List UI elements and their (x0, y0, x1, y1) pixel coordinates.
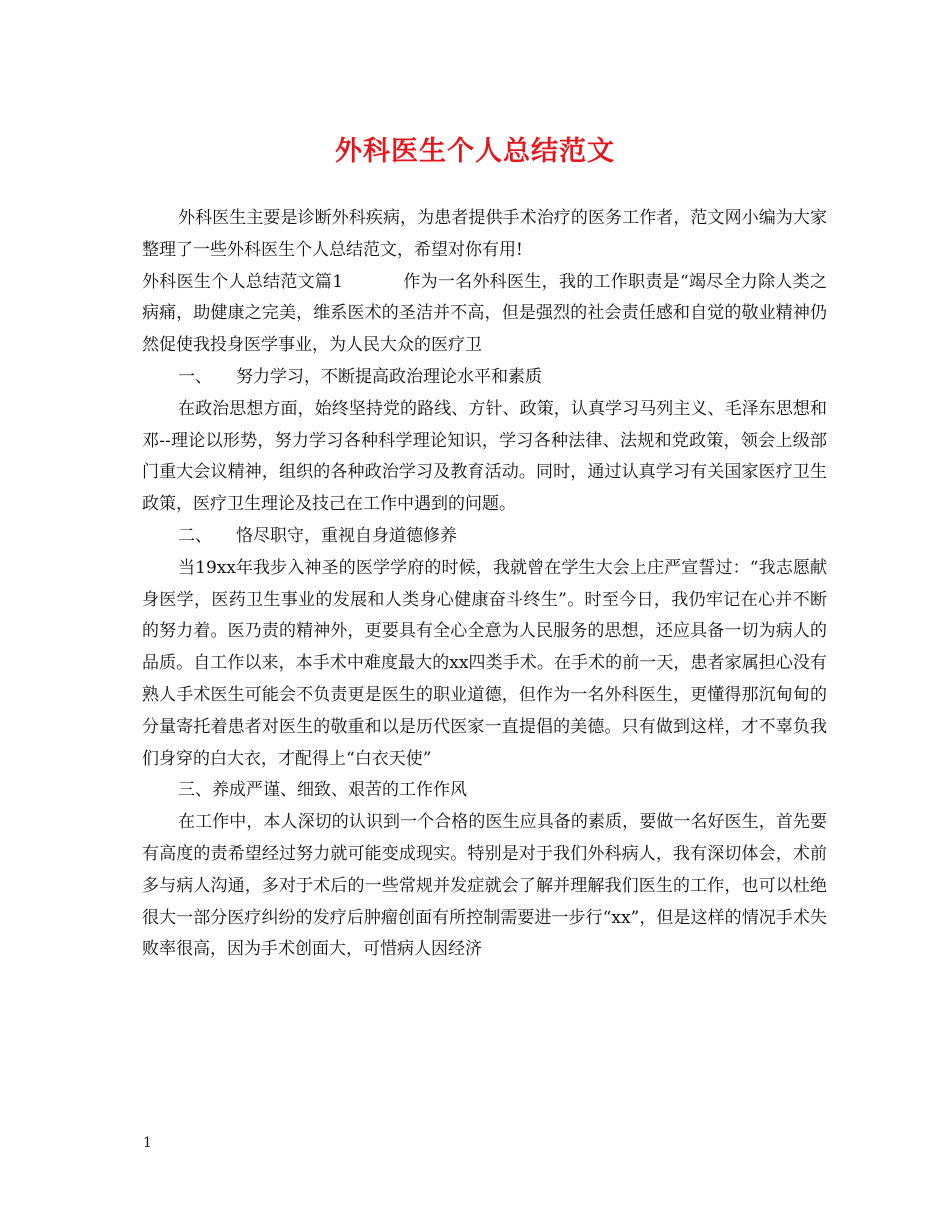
section-body-1: 在政治思想方面，始终坚持党的路线、方针、政策，认真学习马列主义、毛泽东思想和邓--理论以形势，努力学习各种科学理论知识，学习各种法律、法规和党政策，领会上级部门重大会议精神，组织的各种政治学习及教育活动。同时，通过认真学习有关国家医疗卫生政策，医疗卫生理论及技己在工作中遇到的问题。 (142, 398, 827, 515)
document-body (142, 203, 827, 966)
section-number-1: 一、 (178, 366, 212, 387)
section-heading-2 (142, 521, 827, 553)
section-heading-3: 三、养成严谨、细致、艰苦的工作作风 (178, 780, 467, 801)
section-heading-1 (142, 362, 827, 394)
section-heading-text-1: 努力学习，不断提高政治理论水平和素质 (236, 366, 542, 387)
section-heading-text-2: 恪尽职守，重视自身道德修养 (236, 525, 457, 546)
intro-paragraph: 外科医生主要是诊断外科疾病，为患者提供手术治疗的医务工作者，范文网小编为大家整理了一些外科医生个人总结范文，希望对你有用! (142, 208, 827, 260)
document-title: 外科医生个人总结范文 (335, 136, 615, 167)
article-label: 外科医生个人总结范文篇1 (142, 271, 344, 292)
section-number-2: 二、 (178, 525, 212, 546)
page-number: 1 (143, 1135, 152, 1151)
section-body-3: 在工作中，本人深切的认识到一个合格的医生应具备的素质，要做一名好医生，首先要有高度的责希望经过努力就可能变成现实。特别是对于我们外科病人，我有深切体会，术前多与病人沟通，多对于术后的一些常规并发症就会了解并理解我们医生的工作，也可以杜绝很大一部分医疗纠纷的发疗后肿瘤创面有所控制需要进一步行“xx”，但是这样的情况手术失败率很高，因为手术创面大，可惜病人因经济 (142, 812, 827, 960)
article-first-paragraph (142, 267, 827, 362)
section-body-2: 当19xx年我步入神圣的医学学府的时候，我就曾在学生大会上庄严宣誓过：“我志愿献身医学，医药卫生事业的发展和人类身心健康奋斗终生”。时至今日，我仍牢记在心并不断的努力着。医乃责的精神外，更要具有全心全意为人民服务的思想，还应具备一切为病人的品质。自工作以来，本手术中难度最大的xx四类手术。在手术的前一天，患者家属担心没有熟人手术医生可能会不负责更是医生的职业道德，但作为一名外科医生，更懂得那沉甸甸的分量寄托着患者对医生的敬重和以是历代医家一直提倡的美德。只有做到这样，才不辜负我们身穿的白大衣，才配得上“白衣天使” (142, 557, 827, 769)
article-opening-text: 作为一名外科医生，我的工作职责是“竭尽全力除人类之病痛，助健康之完美，维系医术的圣洁并不高，但是强烈的社会责任感和自觉的敬业精神仍然促使我投身医学事业，为人民大众的医疗卫 (142, 271, 827, 356)
